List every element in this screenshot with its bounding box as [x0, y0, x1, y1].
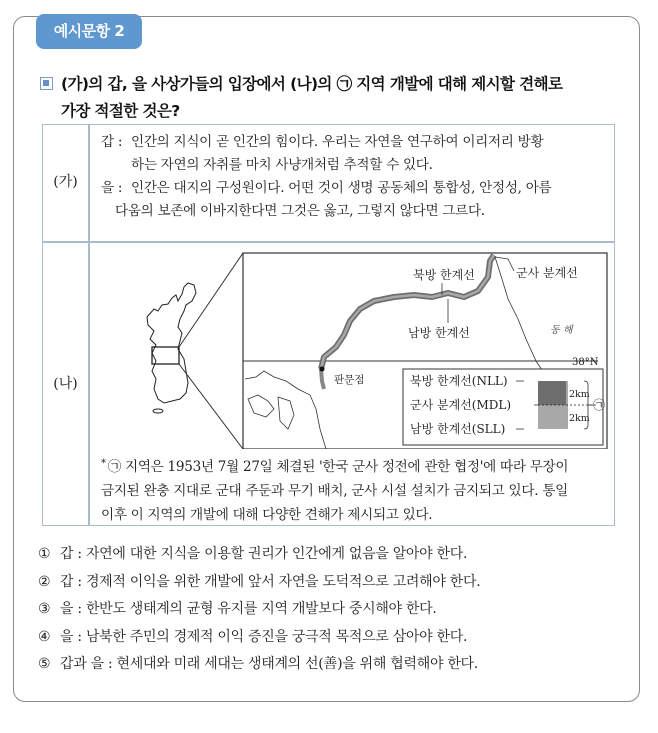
square-bullet-icon [40, 77, 53, 90]
option-3[interactable] [38, 596, 628, 624]
option-number: ⑤ [38, 656, 51, 672]
passage-ga [101, 131, 606, 223]
statement-gap-line-2: 하는 자연의 자취를 마치 사냥개처럼 추적할 수 있다. [131, 157, 433, 173]
legend-sll: 남방 한계선(SLL) [410, 422, 506, 436]
label-38n: 38°N [572, 357, 599, 368]
footnote-line-2: 금지된 완충 지대로 군대 주둔과 무기 배치, 군사 시설 설치가 금지되고 있다. 통일 [101, 483, 568, 499]
passage-table [42, 124, 615, 526]
option-text: 갑과 을 : 현세대와 미래 세대는 생태계의 선(善)을 위해 협력해야 한다. [60, 656, 478, 672]
option-text: 갑 : 경제적 이익을 위한 개발에 앞서 자연을 도덕적으로 고려해야 한다. [60, 573, 481, 590]
example-question-tab: 예시문항 2 [36, 14, 142, 49]
option-text: 을 : 남북한 주민의 경제적 이익 증진을 궁극적 목적으로 삼아야 한다. [60, 628, 468, 645]
legend-dist-top: 2km [569, 389, 590, 400]
footnote-line-1 [101, 452, 606, 479]
option-number: ③ [38, 601, 51, 617]
question-line-2: 가장 적절한 것은? [61, 102, 180, 120]
option-5[interactable] [38, 651, 628, 679]
label-mdl: 군사 분계선 [516, 266, 578, 280]
label-panmunjom: 판문점 [334, 374, 365, 386]
option-1[interactable] [38, 541, 628, 569]
statement-eul-line-2: 다움의 보존에 이바지한다면 그것은 옳고, 그렇지 않다면 그르다. [115, 203, 485, 219]
column-divider [88, 125, 90, 525]
statement-eul-line-1: 인간은 대지의 구성원이다. 어떤 것이 생명 공동체의 통합성, 안정성, 아름 [131, 180, 552, 196]
legend-zone-marker: ㉠ [593, 398, 606, 412]
legend-north-band [538, 381, 566, 405]
label-sll: 남방 한계선 [408, 326, 470, 340]
korea-peninsula-map-figure [98, 249, 613, 449]
statement-gap-line-1: 인간의 지식이 곧 인간의 힘이다. 우리는 자연을 연구하여 이리저리 방황 [131, 134, 544, 150]
speaker-gap: 갑 : [101, 134, 123, 150]
option-2[interactable] [38, 569, 628, 597]
label-nll: 북방 한계선 [413, 268, 475, 282]
option-number: ① [38, 546, 51, 562]
option-number: ② [38, 573, 51, 590]
answer-options [38, 541, 628, 679]
row-divider [43, 241, 614, 243]
question-line-1: (가)의 갑, 을 사상가들의 입장에서 (나)의 ㉠ 지역 개발에 대해 제시할 견해로 [61, 75, 563, 93]
option-text: 을 : 한반도 생태계의 균형 유지를 지역 개발보다 중시해야 한다. [60, 601, 437, 617]
legend-mdl: 군사 분계선(MDL) [410, 398, 512, 412]
legend-south-band [538, 405, 566, 429]
statement-gap [101, 131, 606, 154]
statement-eul [101, 177, 606, 200]
asterisk: * [101, 458, 106, 469]
speaker-eul: 을 : [101, 180, 123, 196]
option-4[interactable] [38, 624, 628, 652]
panmunjom-marker [320, 367, 325, 372]
map-footnote [101, 452, 606, 527]
option-text: 갑 : 자연에 대한 지식을 이용할 권리가 인간에게 없음을 알아야 한다. [60, 546, 468, 562]
peninsula-outline [147, 283, 196, 413]
dmz-map [98, 249, 613, 449]
option-number: ④ [38, 628, 51, 645]
row-label-na: (나) [53, 376, 78, 392]
footnote-line-1-text: ㉠ 지역은 1953년 7월 27일 체결된 '한국 군사 정전에 관한 협정'에 따라 무장이 [107, 459, 569, 475]
legend-nll: 북방 한계선(NLL) [410, 374, 508, 388]
legend-dist-bottom: 2km [569, 413, 590, 424]
row-label-ga: (가) [53, 174, 78, 190]
footnote-line-3: 이후 이 지역의 개발에 대해 다양한 견해가 제시되고 있다. [101, 507, 433, 523]
question-stem [40, 71, 630, 125]
label-east-sea: 동 해 [550, 325, 573, 336]
